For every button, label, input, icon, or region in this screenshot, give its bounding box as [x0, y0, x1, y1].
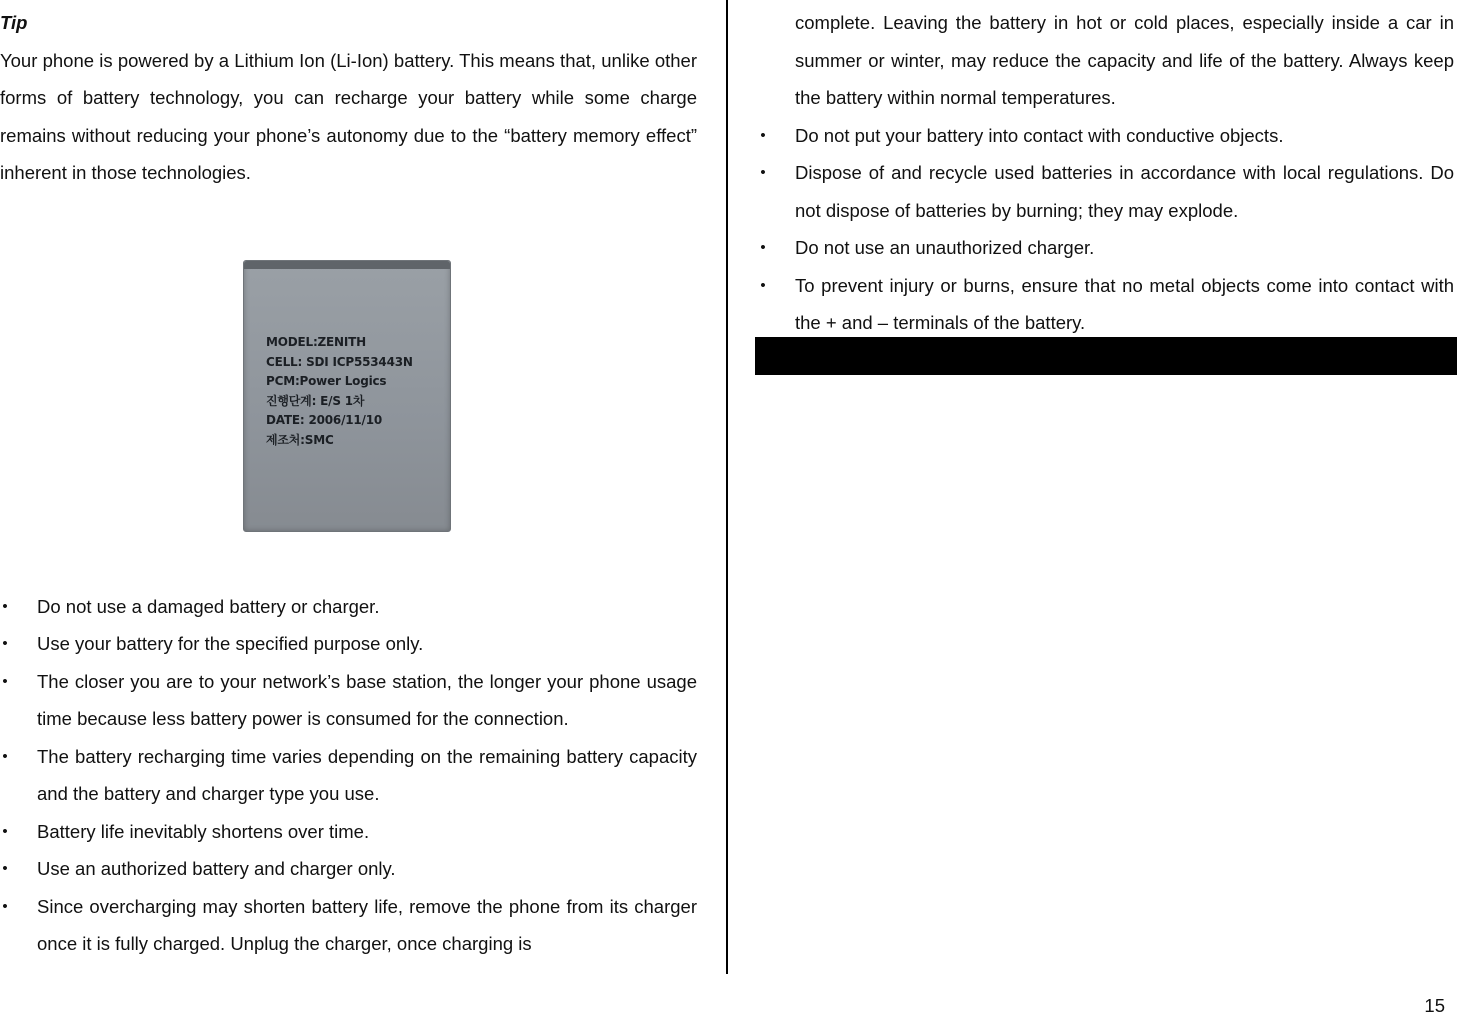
bullet-icon: • [2, 822, 8, 840]
bullet-icon: • [2, 635, 8, 652]
bullet-icon: • [760, 126, 766, 144]
list-item [0, 813, 697, 851]
bullet-icon: • [760, 164, 766, 181]
bullet-icon: • [2, 897, 8, 915]
intro-paragraph: Your phone is powered by a Lithium Ion (Li-Ion) battery. This means that, unlike other forms of battery technology, you can recharge your battery while some charge remains without reducing your phone’s autonomy due to the “battery memory effect” inherent in those technologies. [0, 49, 697, 183]
list-item-text: Do not put your battery into contact with conductive objects. [795, 124, 1284, 146]
list-item-text: Dispose of and recycle used batteries in accordance with local regulations. Do not dispose of batteries by burning; they may explode. [795, 162, 1454, 221]
list-item [758, 117, 1454, 155]
list-item [0, 663, 697, 738]
battery-top-band [244, 261, 450, 269]
list-item-text: Do not use a damaged battery or charger. [37, 595, 380, 617]
list-item-text: Since overcharging may shorten battery life, remove the phone from its charger once it is fully charged. Unplug the charger, once charging is [37, 895, 697, 954]
page-number: 15 [1424, 995, 1445, 1016]
list-item-text: To prevent injury or burns, ensure that no metal objects come into contact with the + and – terminals of the battery. [795, 274, 1454, 333]
bullet-icon: • [2, 747, 8, 765]
list-item-text: Do not use an unauthorized charger. [795, 237, 1095, 258]
bullet-icon: • [2, 672, 8, 690]
black-bar [755, 337, 1457, 375]
list-item [0, 738, 697, 813]
battery-label-line: PCM:Power Logics [266, 374, 387, 388]
list-item [758, 229, 1454, 267]
battery-image [243, 260, 451, 534]
list-item-text: Use your battery for the specified purpose only. [37, 633, 424, 654]
list-item-text: The battery recharging time varies depending on the remaining battery capacity and the battery and charger type you use. [37, 745, 697, 804]
list-item [758, 154, 1454, 229]
bullet-icon: • [760, 239, 766, 256]
battery-label-line: DATE: 2006/11/10 [266, 413, 383, 427]
battery-label-line: 제조처:SMC [266, 432, 334, 447]
right-column [758, 4, 1454, 342]
continuation-paragraph: complete. Leaving the battery in hot or cold places, especially inside a car in summer or winter, may reduce the capacity and life of the battery. Always keep the battery within normal temperatures. [795, 12, 1454, 108]
battery-label-block [266, 333, 413, 450]
tip-heading: Tip [0, 12, 28, 33]
list-item [758, 267, 1454, 342]
list-item [0, 850, 697, 888]
battery-photo [243, 260, 451, 532]
list-item [0, 888, 697, 963]
list-item-text: The closer you are to your network’s base station, the longer your phone usage time because less battery power is consumed for the connection. [37, 670, 697, 729]
list-item [0, 625, 697, 663]
list-item-text: Battery life inevitably shortens over time. [37, 820, 370, 842]
right-bullet-list [758, 117, 1454, 342]
list-item-text: Use an authorized battery and charger only. [37, 858, 396, 879]
battery-label-line: CELL: SDI ICP553443N [266, 354, 413, 369]
bullet-icon: • [760, 276, 766, 294]
bullet-icon: • [2, 597, 8, 615]
left-bullet-list [0, 588, 697, 963]
battery-label-line: MODEL:ZENITH [266, 335, 366, 349]
bullet-icon: • [2, 860, 8, 877]
list-item [0, 588, 697, 626]
column-divider [726, 0, 728, 974]
battery-label-line: 진행단계: E/S 1차 [266, 393, 365, 408]
